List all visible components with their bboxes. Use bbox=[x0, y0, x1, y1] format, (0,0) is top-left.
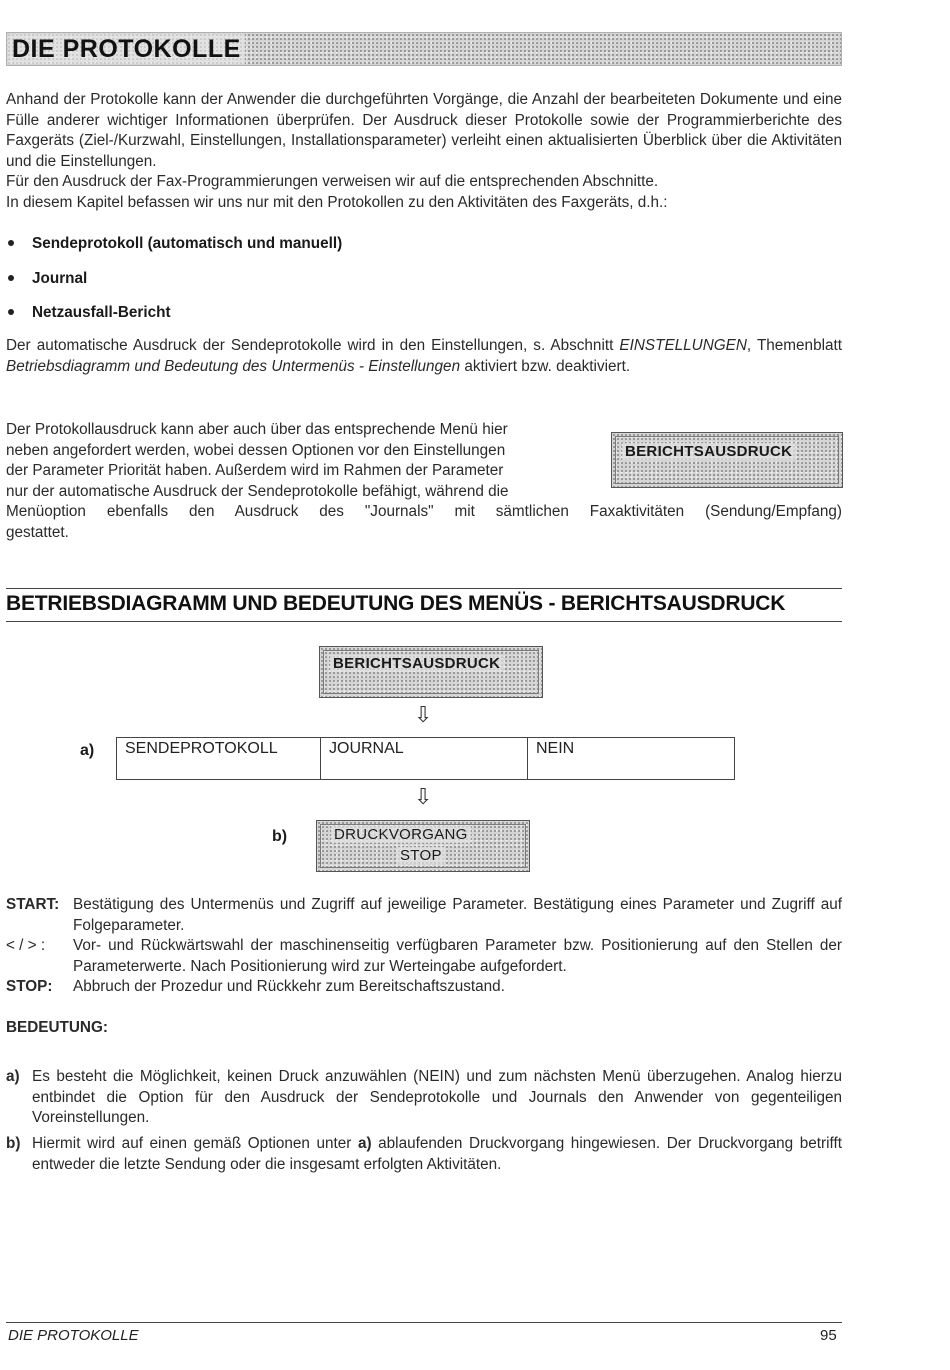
page-number: 95 bbox=[820, 1327, 837, 1344]
activation-ref-diagramm: Betriebsdiagramm und Bedeutung des Untermenüs - Einstellungen bbox=[6, 357, 461, 375]
meaning-a-text: Es besteht die Möglichkeit, keinen Druck anzuwählen (NEIN) und zum nächsten Menü überzugehen. Analog hierzu entbindet die Option für den Ausdruck der Sendeprotokolle und Journals den Anwender von gegenteiligen Voreinstellungen. bbox=[32, 1068, 842, 1126]
report-line-3: der Parameter Priorität haben. Außerdem wird im Rahmen der Parameter bbox=[6, 462, 504, 479]
diagram-bottom-line-1: DRUCKVORGANG bbox=[331, 826, 471, 843]
key-stop bbox=[6, 977, 842, 998]
bullet-label: Journal bbox=[32, 270, 88, 287]
activation-text-e: aktiviert bzw. deaktiviert. bbox=[464, 357, 631, 375]
report-line-2: neben angefordert werden, wobei dessen Optionen vor den Einstellungen bbox=[6, 441, 506, 459]
key-start-text: Bestätigung des Untermenüs und Zugriff auf jeweilige Parameter. Bestätigung eines Parameter und Zugriff auf Folgeparameter. bbox=[73, 896, 842, 934]
diagram-top-box bbox=[319, 646, 543, 698]
report-paragraph bbox=[6, 420, 602, 502]
bullet-icon bbox=[8, 309, 14, 315]
diagram-bottom-line-2: STOP bbox=[397, 847, 445, 864]
bullet-icon bbox=[8, 275, 14, 281]
meaning-b-ref: a) bbox=[357, 1135, 372, 1152]
meaning-item-b bbox=[6, 1134, 842, 1175]
side-menu-label: BERICHTSAUSDRUCK bbox=[622, 443, 795, 460]
bullet-item-netzausfall bbox=[8, 303, 171, 323]
diagram-bottom-box bbox=[316, 820, 530, 872]
meaning-item-a bbox=[6, 1067, 842, 1129]
report-line-6: gestattet. bbox=[6, 523, 69, 541]
option-label: SENDEPROTOKOLL bbox=[125, 740, 278, 757]
page-title: DIE PROTOKOLLE bbox=[8, 34, 245, 64]
key-start bbox=[6, 895, 842, 936]
footer-rule bbox=[6, 1322, 842, 1323]
intro-text-2: Für den Ausdruck der Fax-Programmierungen verweisen wir auf die entsprechenden Abschnitte. bbox=[6, 173, 659, 190]
option-label: NEIN bbox=[536, 740, 575, 757]
side-menu-box bbox=[611, 432, 843, 488]
arrow-down-icon: ⇩ bbox=[414, 784, 433, 809]
arrow-down-icon: ⇩ bbox=[414, 702, 433, 727]
option-cell-nein bbox=[527, 737, 735, 780]
meaning-b-text-1: Hiermit wird auf einen gemäß Optionen unter bbox=[32, 1135, 352, 1152]
bullet-label: Sendeprotokoll (automatisch und manuell) bbox=[32, 235, 343, 252]
key-start-label: START: bbox=[6, 896, 60, 913]
meaning-b-text-2: ablaufenden Druckvorgang hingewiesen. Der Druckvorgang betrifft entweder die letzte Sendung oder die insgesamt erfolgten Aktivitäten. bbox=[32, 1135, 843, 1173]
report-line-4: nur der automatische Ausdruck der Sendeprotokolle befähigt, während die bbox=[6, 482, 509, 500]
key-arrows bbox=[6, 936, 842, 977]
report-paragraph-cont bbox=[6, 502, 842, 543]
row-a-label: a) bbox=[80, 742, 95, 759]
option-cell-journal bbox=[320, 737, 528, 780]
intro-text-3: In diesem Kapitel befassen wir uns nur mit den Protokollen zu den Aktivitäten des Faxgeräts, d.h.: bbox=[6, 193, 668, 211]
meaning-b-label: b) bbox=[6, 1135, 21, 1152]
section-rule-bottom bbox=[6, 621, 842, 622]
intro-text-1: Anhand der Protokolle kann der Anwender die durchgeführten Vorgänge, die Anzahl der bearbeiteten Dokumente und eine Fülle anderer wichtiger Informationen überprüfen. Der Ausdruck dieser Protokolle sowie der Programmierberichte des Faxgeräts (Ziel-/Kurzwahl, Einstellungen, Installationsparameter) verleiht einen aktualisierten Überblick über die Aktivitäten und die Einstellungen. bbox=[6, 91, 842, 170]
key-arrows-text: Vor- und Rückwärtswahl der maschinenseitig verfügbaren Parameter bzw. Positionierung auf den Stellen der Parameterwerte. Nach Positionierung wird zur Werteingabe aufgefordert. bbox=[73, 937, 842, 975]
section-rule-top bbox=[6, 588, 842, 589]
meaning-a-label: a) bbox=[6, 1068, 20, 1085]
key-arrows-label: < / > : bbox=[6, 937, 46, 954]
report-line-5: Menüoption ebenfalls den Ausdruck des "Journals" mit sämtlichen Faxaktivitäten (Sendung/Empfang) bbox=[6, 503, 842, 520]
meaning-heading: BEDEUTUNG: bbox=[6, 1019, 108, 1036]
intro-paragraph bbox=[6, 90, 842, 213]
diagram-top-label: BERICHTSAUSDRUCK bbox=[330, 655, 503, 672]
bullet-item-sendeprotokoll bbox=[8, 234, 342, 254]
section-heading: BETRIEBSDIAGRAMM UND BEDEUTUNG DES MENÜS - BERICHTSAUSDRUCK bbox=[6, 592, 786, 615]
activation-paragraph bbox=[6, 336, 842, 377]
footer-title: DIE PROTOKOLLE bbox=[8, 1327, 139, 1344]
report-line-1: Der Protokollausdruck kann aber auch über das entsprechende Menü hier bbox=[6, 421, 508, 438]
key-stop-text: Abbruch der Prozedur und Rückkehr zum Bereitschaftszustand. bbox=[73, 978, 505, 995]
row-b-label: b) bbox=[272, 828, 288, 845]
activation-text-a: Der automatische Ausdruck der Sendeprotokolle wird in den Einstellungen, s. Abschnitt bbox=[6, 337, 614, 354]
bullet-icon bbox=[8, 240, 14, 246]
option-cell-sendeprotokoll bbox=[116, 737, 321, 780]
option-label: JOURNAL bbox=[329, 740, 404, 757]
activation-text-c: , Themenblatt bbox=[746, 337, 842, 354]
bullet-item-journal bbox=[8, 269, 87, 289]
bullet-label: Netzausfall-Bericht bbox=[32, 304, 171, 321]
activation-ref-einstellungen: EINSTELLUNGEN bbox=[619, 337, 747, 354]
key-stop-label: STOP: bbox=[6, 978, 53, 995]
